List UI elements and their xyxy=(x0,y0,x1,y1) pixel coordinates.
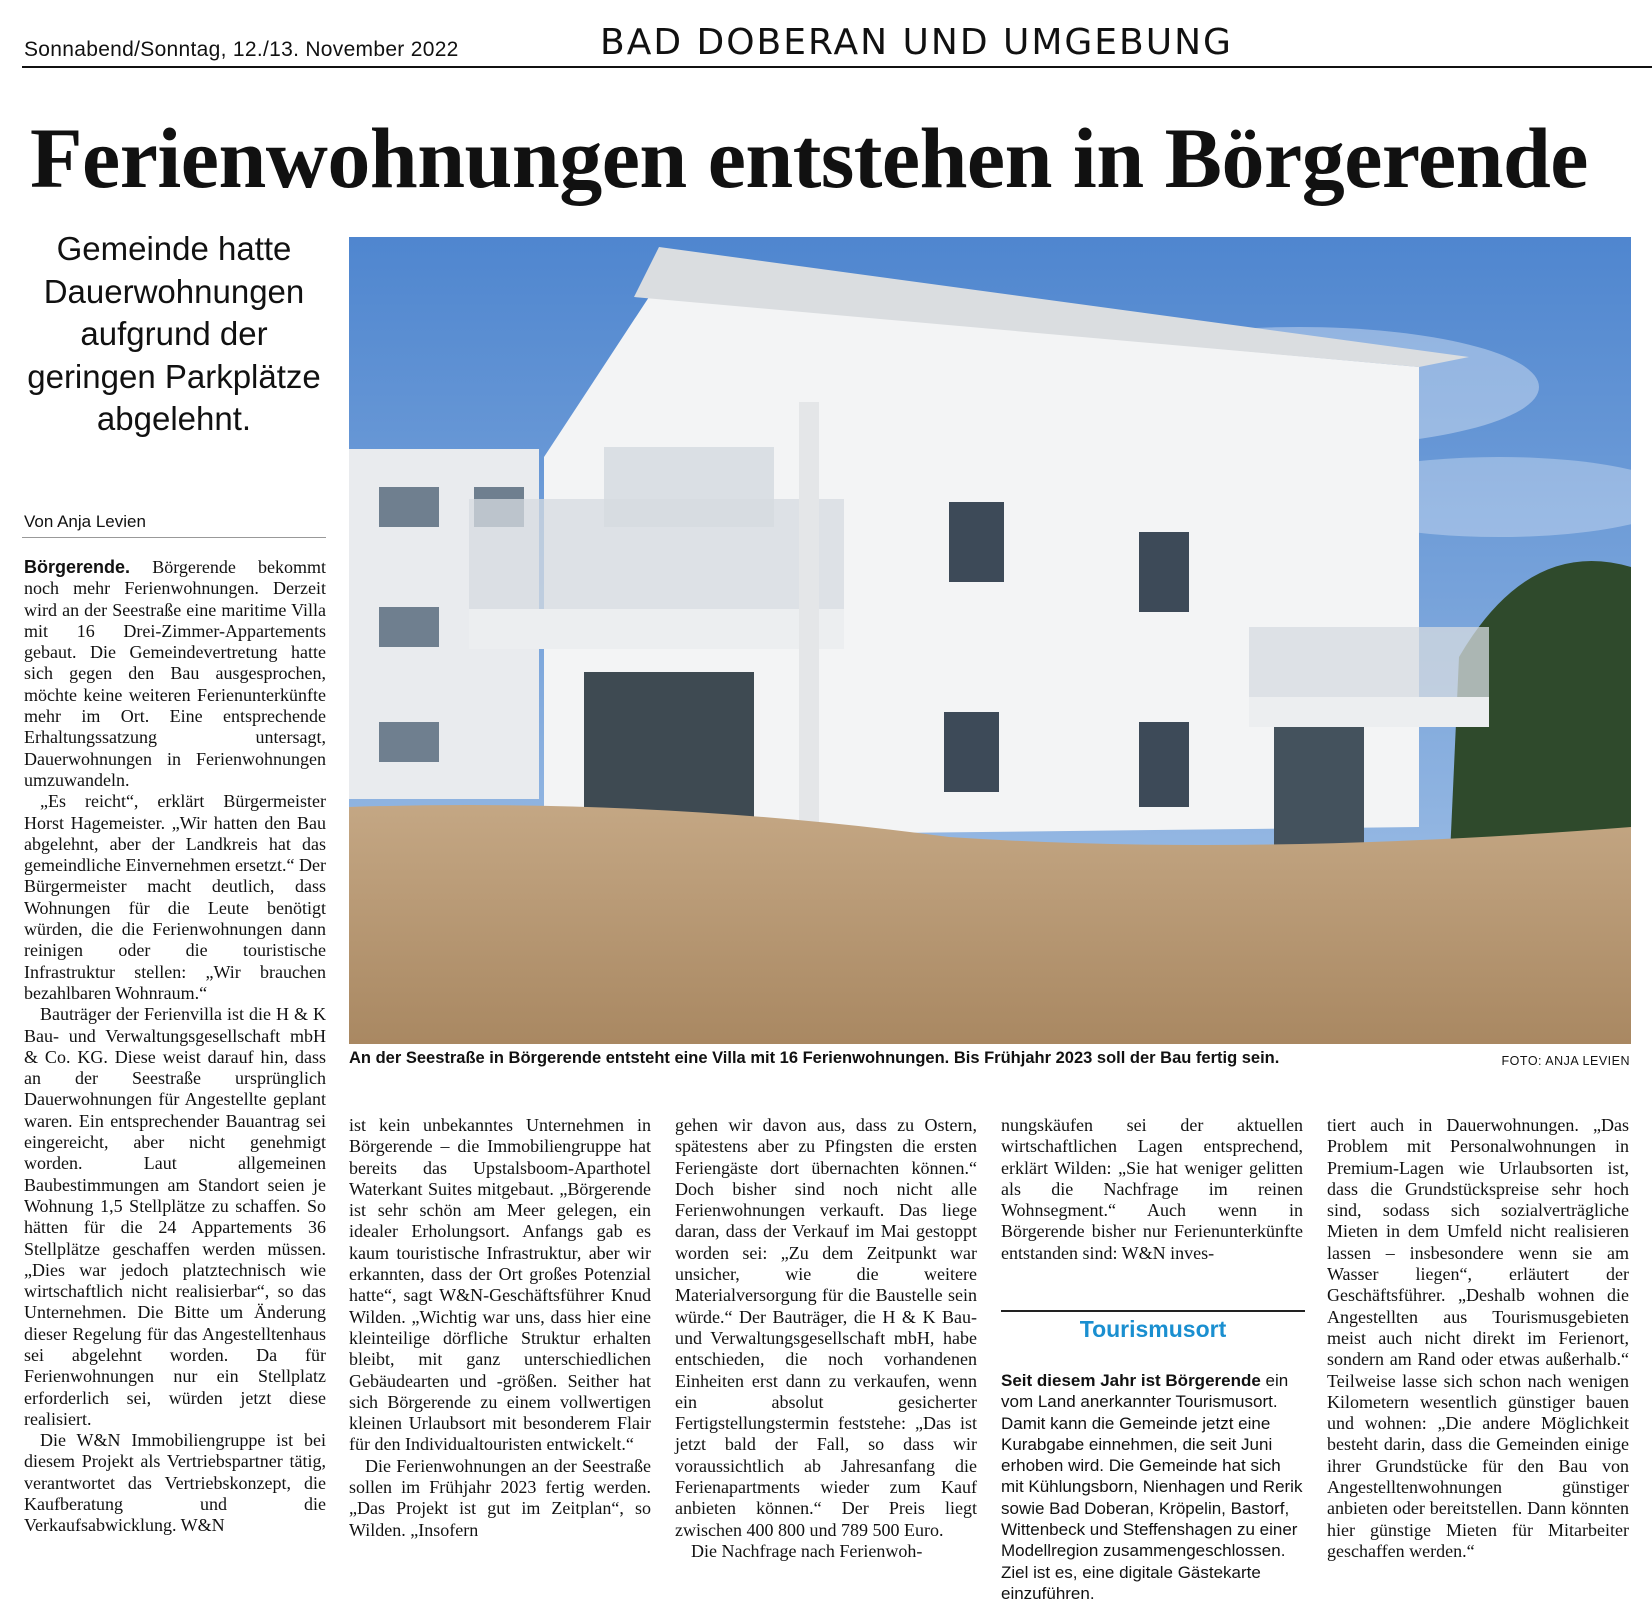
article-column-3 xyxy=(675,1115,977,1562)
infobox-lead: Seit diesem Jahr ist Börgerende xyxy=(1001,1371,1261,1390)
infobox-text xyxy=(1001,1370,1305,1604)
photo-caption: An der Seestraße in Börgerende entsteht eine Villa mit 16 Ferienwohnungen. Bis Frühjahr 2023 soll der Bau fertig sein. xyxy=(349,1049,1280,1067)
paragraph: nungskäufen sei der aktuellen wirtschaftlichen Lagen entsprechend, erklärt Wilden: „Sie hat weniger gelitten als die Nachfrage im reinen Wohnsegment.“ Auch wenn in Börgerende bisher nur Ferienunterkünfte entstanden sind: W&N inves- xyxy=(1001,1115,1303,1263)
infobox-rule xyxy=(1001,1310,1305,1312)
article-column-4 xyxy=(1001,1115,1303,1264)
paragraph: Die W&N Immobiliengruppe ist bei diesem Projekt als Vertriebspartner tätig, verantwortet das Vertriebskonzept, die Kaufberatung und die Verkaufsabwicklung. W&N xyxy=(24,1430,326,1536)
subheadline: Gemeinde hatte Dauerwohnungen aufgrund der geringen Parkplätze abgelehnt. xyxy=(27,230,321,437)
sand-ground xyxy=(349,805,1631,1044)
infobox-body: ein vom Land anerkannter Tourismusort. Damit kann die Gemeinde jetzt eine Kurabgabe einnehmen, die seit Juni erhoben wird. Die Gemeinde hat sich mit Kühlungsborn, Nienhagen und Rerik sowie Bad Doberan, Kröpelin, Bastorf, Wittenbeck und Steffenshagen zu einer Modellregion zusammengeschlossen. Ziel ist es, eine digitale Gästekarte einzuführen. xyxy=(1001,1371,1303,1603)
article-column-5 xyxy=(1327,1115,1629,1562)
paragraph: „Es reicht“, erklärt Bürgermeister Horst Hagemeister. „Wir hatten den Bau abgelehnt, aber der Landkreis hat das gemeindliche Einvernehmen ersetzt.“ Der Bürgermeister macht deutlich, dass Wohnungen für die Leute benötigt würden, die die Ferienwohnungen dann reinigen oder die touristische Infrastruktur stellen: „Wir brauchen bezahlbaren Wohnraum.“ xyxy=(24,791,326,1003)
infobox-title: Tourismusort xyxy=(1079,1316,1227,1342)
issue-date: Sonnabend/Sonntag, 12./13. November 2022 xyxy=(24,38,459,61)
photo-credit: FOTO: ANJA LEVIEN xyxy=(1501,1054,1630,1068)
paragraph xyxy=(24,557,326,791)
paragraph-text: Börgerende bekommt noch mehr Ferienwohnungen. Derzeit wird an der Seestraße eine maritime Villa mit 16 Drei-Zimmer-Appartements gebaut. Die Gemeindevertretung hatte sich gegen den Bau ausgesprochen, möchte keine weiteren Ferienunterkünfte mehr im Ort. Eine entsprechende Erhaltungssatzung untersagt, Dauerwohnungen in Ferienwohnungen umzuwandeln. xyxy=(24,557,326,790)
headline: Ferienwohnungen entstehen in Börgerende xyxy=(30,110,1588,206)
balcony-left xyxy=(469,499,844,609)
header-rule xyxy=(22,66,1652,68)
paragraph: Die Ferienwohnungen an der Seestraße sollen im Frühjahr 2023 fertig werden. „Das Projekt ist gut im Zeitplan“, so Wilden. „Insofern xyxy=(349,1455,651,1540)
paragraph: tiert auch in Dauerwohnungen. „Das Problem mit Personalwohnungen in Premium-Lagen wie Urlaubsorten ist, dass die Grundstückspreise sehr hoch sind, sodass sich sozialverträgliche Mieten in dem Umfeld nicht realisieren lassen – insbesondere wenn sie am Wasser liegen“, erläutert der Geschäftsführer. „Deshalb wohnen die Angestellten aus Tourismusgebieten meist auch nicht direkt im Ferienort, sondern am Rand oder etwas außerhalb.“ Teilweise lasse sich schon nach wenigen Kilometern wesentlich günstiger bauen und wohnen: „Die andere Möglichkeit besteht darin, dass die Gemeinden einige ihrer Grundstücke für den Bau von Angestelltenwohnungen günstiger anbieten oder bereitstellen. Dann könnten hier günstige Mieten für Mitarbeiter geschaffen werden.“ xyxy=(1327,1115,1629,1561)
article-column-1 xyxy=(24,557,326,1537)
balcony-right xyxy=(1249,627,1489,697)
dateline: Börgerende. xyxy=(24,557,131,577)
section-title: BAD DOBERAN UND UMGEBUNG xyxy=(600,22,1233,63)
byline: Von Anja Levien xyxy=(24,512,146,531)
paragraph: Die Nachfrage nach Ferienwoh- xyxy=(691,1540,923,1561)
byline-rule xyxy=(22,537,326,538)
paragraph: gehen wir davon aus, dass zu Ostern, spätestens aber zu Pfingsten die ersten Feriengäste dort übernachten können.“ Doch bisher sind noch nicht alle Ferienwohnungen verkauft. Das liege daran, dass der Verkauf im Mai gestoppt worden sei: „Zu dem Zeitpunkt war unsicher, wie die weitere Materialversorgung für die Baustelle sein würde.“ Der Bauträger, die H & K Bau- und Verwaltungsgesellschaft mbH, habe entschieden, die noch vorhandenen Einheiten erst dann zu verkaufen, wenn ein absolut gesicherter Fertigstellungstermin feststehe: „Das ist jetzt bald der Fall, so dass wir voraussichtlich ab Jahresanfang die Ferienapartments wieder zum Kauf anbieten können.“ Der Preis liegt zwischen 400 800 und 789 500 Euro. xyxy=(675,1115,977,1540)
article-column-2 xyxy=(349,1115,651,1541)
article-photo xyxy=(349,237,1631,1044)
villa-photo-illustration xyxy=(349,237,1631,1044)
paragraph: ist kein unbekanntes Unternehmen in Börgerende – die Immobiliengruppe hat bereits das Upstalsboom-Aparthotel Waterkant Suites mitgebaut. „Börgerende ist sehr schön am Meer gelegen, ein idealer Erholungsort. Anfangs gab es kaum touristische Infrastruktur, aber wir erkannten, dass der Ort großes Potenzial hatte“, sagt W&N-Geschäftsführer Knud Wilden. „Wichtig war uns, dass hier eine kleinteilige dörfliche Struktur erhalten bleibt, mit ganz unterschiedlichen Gebäudearten und -größen. Seither hat sich Börgerende zu einem vollwertigen kleinen Urlaubsort mit besonderem Flair für den Individualtouristen entwickelt.“ xyxy=(349,1115,651,1455)
paragraph: Bauträger der Ferienvilla ist die H & K Bau- und Verwaltungsgesellschaft mbH & Co. KG. Diese weist darauf hin, dass an der Seestraße ursprünglich Dauerwohnungen für Angestellte geplant waren. Ein entsprechender Bauantrag sei eingereicht, aber nicht genehmigt worden. Laut allgemeinen Baubestimmungen am Standort seien je Wohnung 1,5 Stellplätze zu schaffen. So hätten für die 24 Appartements 36 Stellplätze geschaffen werden müssen. „Dies war jedoch platztechnisch wie wirtschaftlich nicht realisierbar“, so das Unternehmen. Die Bitte um Änderung dieser Regelung für das Angestelltenhaus sei abgelehnt worden. Da für Ferienwohnungen nur ein Stellplatz erforderlich sei, würden jetzt diese realisiert. xyxy=(24,1004,326,1429)
